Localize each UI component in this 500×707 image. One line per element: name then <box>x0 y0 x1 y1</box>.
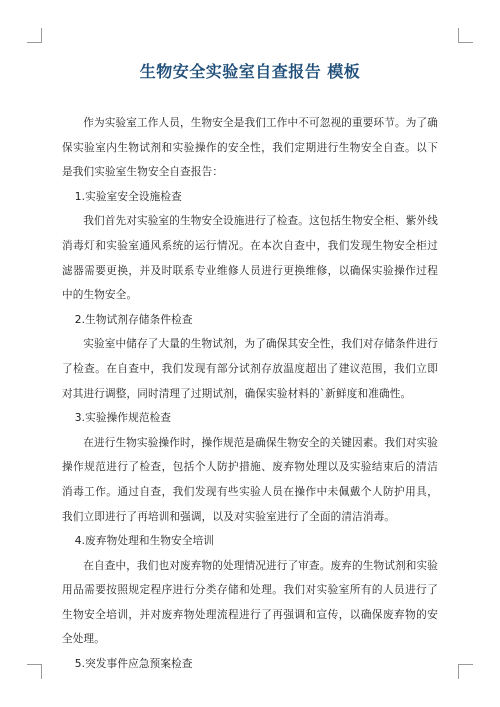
crop-mark-top-left <box>27 28 42 43</box>
section-body-reagent-storage: 实验室中储存了大量的生物试剂，为了确保其安全性，我们对存储条件进行了检查。在自查中，我们发现有部分试剂存放温度超出了建议范围，我们立即对其进行调整，同时清理了过期试剂，确保实验材料的`新鲜度和准确性。 <box>62 338 438 400</box>
document-page <box>62 60 438 677</box>
section-heading-operation-standards: 3.实验操作规范检查 <box>74 412 172 425</box>
section-body-facilities: 我们首先对实验室的生物安全设施进行了检查。这包括生物安全柜、紫外线消毒灯和实验室通风系统的运行情况。在本次自查中，我们发现生物安全柜过滤器需要更换，并及时联系专业维修人员进行更换维修，以确保实验操作过程中的生物安全。 <box>62 215 438 302</box>
section-heading-waste-training: 4.废弃物处理和生物安全培训 <box>74 535 215 548</box>
crop-mark-bottom-right <box>458 664 473 679</box>
intro-paragraph: 作为实验室工作人员，生物安全是我们工作中不可忽视的重要环节。为了确保实验室内生物试剂和实验操作的安全性，我们定期进行生物安全自查。以下是我们实验室生物安全自查报告： <box>62 117 438 179</box>
section-heading-reagent-storage: 2.生物试剂存储条件检查 <box>74 313 193 326</box>
crop-mark-bottom-left <box>27 664 42 679</box>
crop-mark-top-right <box>458 28 473 43</box>
section-body-waste-training: 在自查中，我们也对废弃物的处理情况进行了审查。废弃的生物试剂和实验用品需要按照规定程序进行分类存储和处理。我们对实验室所有的人员进行了生物安全培训，并对废弃物处理流程进行了再强调和宣传，以确保废弃物的安全处理。 <box>62 559 438 646</box>
section-body-operation-standards: 在进行生物实验操作时，操作规范是确保生物安全的关键因素。我们对实验操作规范进行了检查，包括个人防护措施、废弃物处理以及实验结束后的清洁消毒工作。通过自查，我们发现有些实验人员在操作中未佩戴个人防护用具，我们立即进行了再培训和强调，以及对实验室进行了全面的清洁消毒。 <box>62 436 438 523</box>
section-heading-facilities: 1.实验室安全设施检查 <box>74 190 182 203</box>
section-heading-emergency-plan: 5.突发事件应急预案检查 <box>74 658 193 671</box>
document-title: 生物安全实验室自查报告 模板 <box>139 62 361 81</box>
